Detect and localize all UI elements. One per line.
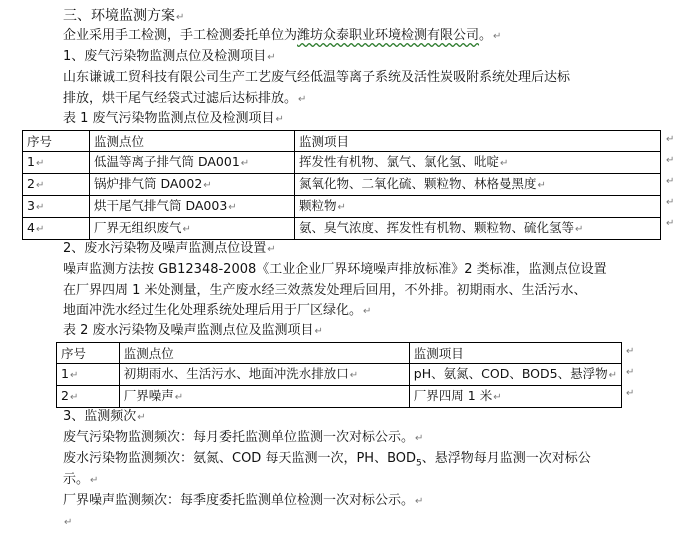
table-cell: 氮氧化物、二氧化硫、颗粒物、林格曼黑度↵ xyxy=(295,174,661,196)
row-end-mark: ↵ xyxy=(626,367,635,378)
table-row xyxy=(57,364,622,386)
table-1-header-cell: 监测点位 xyxy=(90,131,295,152)
subsection-2-paragraph-line-1: 噪声监测方法按 GB12348-2008《工业企业厂界环境噪声排放标准》2 类标准，监测点位设置 xyxy=(63,262,607,277)
subsection-1-title: 1、废气污染物监测点位及检测项目↵ xyxy=(63,49,276,64)
table-1 xyxy=(22,130,661,240)
table-cell: 厂界四周 1 米↵ xyxy=(409,386,621,408)
table-2-caption: 表 2 废水污染物及噪声监测点位及监测项目↵ xyxy=(63,323,323,338)
table-cell: 烘干尾气排气筒 DA003↵ xyxy=(90,196,295,218)
table-1-header-cell: 序号 xyxy=(23,131,90,152)
water-frequency-line-2: 示。↵ xyxy=(63,472,99,487)
noise-frequency-line: 厂界噪声监测频次：每季度委托监测单位检测一次对标公示。↵ xyxy=(63,493,424,508)
table-cell: 2↵ xyxy=(23,174,90,196)
table-2-header-row xyxy=(57,343,622,364)
table-row xyxy=(23,174,661,196)
subsection-1-paragraph-line-2: 排放，烘干尾气经袋式过滤后达标排放。↵ xyxy=(63,91,307,106)
subsection-3-title: 3、监测频次↵ xyxy=(63,409,146,424)
table-2-header-cell: 监测点位 xyxy=(119,343,409,364)
table-cell: 颗粒物↵ xyxy=(295,196,661,218)
table-2-header-cell: 监测项目 xyxy=(409,343,621,364)
row-end-mark: ↵ xyxy=(666,176,675,187)
row-end-mark: ↵ xyxy=(666,218,675,229)
table-cell: 2↵ xyxy=(57,386,120,408)
table-cell: 厂界无组织废气↵ xyxy=(90,218,295,240)
table-cell: 氨、臭气浓度、挥发性有机物、颗粒物、硫化氢等↵ xyxy=(295,218,661,240)
row-end-mark: ↵ xyxy=(666,197,675,208)
table-2 xyxy=(56,342,622,408)
subsection-2-paragraph-line-3: 地面冲洗水经过生化处理系统处理后用于厂区绿化。↵ xyxy=(63,303,372,318)
section-title: 三、环境监测方案↵ xyxy=(63,8,185,24)
water-frequency-line-1: 废水污染物监测频次：氨氮、COD 每天监测一次，PH、$BOD_5$、悬浮物每月监测一次对标公 xyxy=(63,451,591,469)
table-row xyxy=(23,152,661,174)
row-end-mark: ↵ xyxy=(666,134,675,145)
subsection-2-paragraph-line-2: 在厂界四周 1 米处测量，生产废水经三效蒸发处理后回用，不外排。初期雨水、生活污水、 xyxy=(63,283,587,298)
subsection-2-title: 2、废水污染物及噪声监测点位设置↵ xyxy=(63,241,276,256)
table-1-header-row xyxy=(23,131,661,152)
table-cell: 1↵ xyxy=(57,364,120,386)
subsection-1-paragraph-line-1: 山东谦诚工贸科技有限公司生产工艺废气经低温等离子系统及活性炭吸附系统处理后达标 xyxy=(63,70,571,85)
intro-line: 企业采用手工检测，手工检测委托单位为潍坊众泰职业环境检测有限公司。↵ xyxy=(63,28,502,43)
testing-org-name: 潍坊众泰职业环境检测有限公司 xyxy=(297,28,480,43)
row-end-mark: ↵ xyxy=(626,346,635,357)
table-cell: 锅炉排气筒 DA002↵ xyxy=(90,174,295,196)
table-cell: 厂界噪声↵ xyxy=(119,386,409,408)
table-row xyxy=(57,386,622,408)
table-2-header-cell: 序号 xyxy=(57,343,120,364)
table-cell: 低温等离子排气筒 DA001↵ xyxy=(90,152,295,174)
table-cell: 3↵ xyxy=(23,196,90,218)
table-cell: pH、氨氮、COD、BOD5、悬浮物↵ xyxy=(409,364,621,386)
table-1-header-cell: 监测项目 xyxy=(295,131,661,152)
table-row xyxy=(23,218,661,240)
row-end-mark: ↵ xyxy=(666,155,675,166)
gas-frequency-line: 废气污染物监测频次：每月委托监测单位监测一次对标公示。↵ xyxy=(63,430,424,445)
table-row xyxy=(23,196,661,218)
table-cell: 4↵ xyxy=(23,218,90,240)
table-1-caption: 表 1 废气污染物监测点位及检测项目↵ xyxy=(63,111,284,126)
table-cell: 初期雨水、生活污水、地面冲洗水排放口↵ xyxy=(119,364,409,386)
row-end-mark: ↵ xyxy=(626,388,635,399)
table-cell: 1↵ xyxy=(23,152,90,174)
empty-paragraph-mark: ↵ xyxy=(64,517,73,528)
table-cell: 挥发性有机物、氯气、氯化氢、吡啶↵ xyxy=(295,152,661,174)
